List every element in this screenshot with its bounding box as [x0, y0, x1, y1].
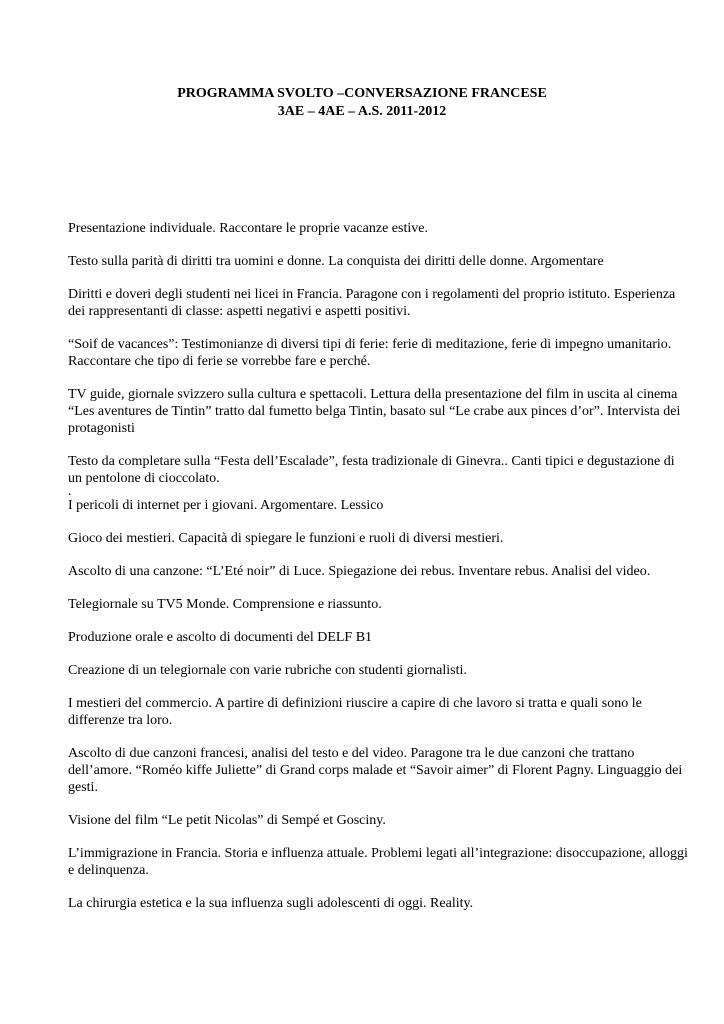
paragraph-delf-b1: Produzione orale e ascolto di documenti del DELF B1	[68, 630, 373, 645]
paragraph-tv-guide: TV guide, giornale svizzero sulla cultura e spettacoli. Lettura della presentazione del film in uscita al cinema “Les aventures de Tintin” tratto dal fumetto belga Tintin, basato sul “Le crabe aux pinces d’or”. Intervista dei protagonisti	[68, 387, 681, 436]
paragraph-escalade: Testo da completare sulla “Festa dell’Escalade”, festa tradizionale di Ginevra.. Canti tipici e degustazione di un pentolone di cioccolato.	[68, 454, 675, 486]
paragraph-petit-nicolas: Visione del film “Le petit Nicolas” di Sempé et Gosciny.	[68, 813, 386, 828]
paragraph-pericoli-internet: I pericoli di internet per i giovani. Argomentare. Lessico	[68, 498, 384, 513]
document-header	[0, 85, 724, 121]
document-title: PROGRAMMA SVOLTO –CONVERSAZIONE FRANCESE	[177, 86, 547, 101]
paragraph-parita-diritti: Testo sulla parità di diritti tra uomini e donne. La conquista dei diritti delle donne. Argomentare	[68, 254, 604, 269]
paragraph-presentazione: Presentazione individuale. Raccontare le proprie vacanze estive.	[68, 221, 428, 236]
paragraph-gioco-mestieri: Gioco dei mestieri. Capacità di spiegare le funzioni e ruoli di diversi mestieri.	[68, 531, 504, 546]
document-subtitle: 3AE – 4AE – A.S. 2011-2012	[277, 104, 447, 119]
paragraph-telegiornale-tv5: Telegiornale su TV5 Monde. Comprensione e riassunto.	[68, 597, 382, 612]
paragraph-diritti-doveri: Diritti e doveri degli studenti nei licei in Francia. Paragone con i regolamenti del proprio istituto. Esperienza dei rappresentanti di classe: aspetti negativi e aspetti positivi.	[68, 287, 676, 319]
paragraph-chirurgia-estetica: La chirurgia estetica e la sua influenza sugli adolescenti di oggi. Reality.	[68, 896, 474, 911]
paragraph-soif-de-vacances: “Soif de vacances”: Testimonianze di diversi tipi di ferie: ferie di meditazione, ferie di impegno umanitario. Raccontare che tipo di ferie se vorrebbe fare e perché.	[68, 337, 672, 369]
paragraph-creazione-telegiornale: Creazione di un telegiornale con varie rubriche con studenti giornalisti.	[68, 663, 467, 678]
paragraph-mestieri-commercio: I mestieri del commercio. A partire di definizioni riuscire a capire di che lavoro si tratta e quali sono le differenze tra loro.	[68, 696, 642, 728]
paragraph-immigrazione: L’immigrazione in Francia. Storia e influenza attuale. Problemi legati all’integrazione: disoccupazione, alloggi e delinquenza.	[68, 846, 688, 878]
paragraph-due-canzoni: Ascolto di due canzoni francesi, analisi del testo e del video. Paragone tra le due canzoni che trattano dell’amore. “Roméo kiffe Juliette” di Grand corps malade et “Savoir aimer” di Florent Pagny. Linguaggio dei gesti.	[68, 746, 683, 795]
paragraph-ascolto-canzone: Ascolto di una canzone: “L’Eté noir” di Luce. Spiegazione dei rebus. Inventare rebus. Analisi del video.	[68, 564, 651, 579]
document-body	[68, 220, 688, 928]
stray-dot: .	[68, 484, 72, 499]
